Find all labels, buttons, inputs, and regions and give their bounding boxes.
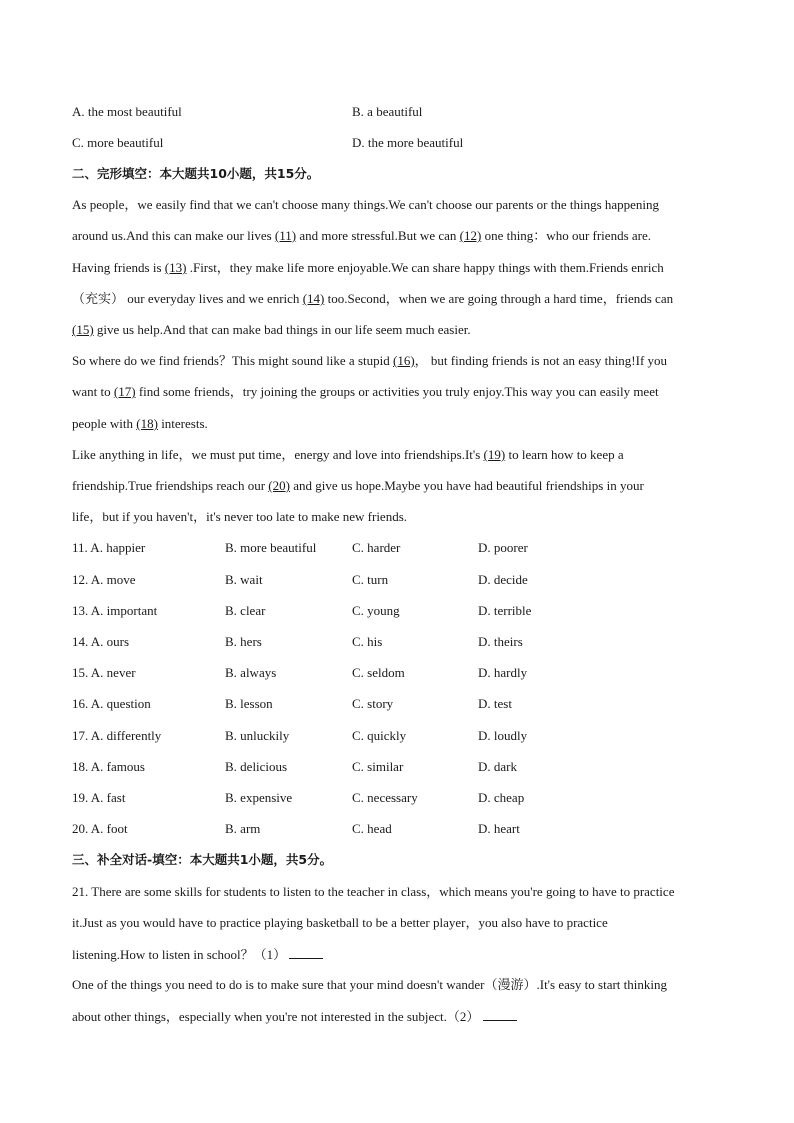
passage-text: friendship.True friendships reach our: [72, 478, 269, 493]
blank-15: (15): [72, 322, 94, 337]
option-a: 14. A. ours: [72, 634, 130, 649]
option-b: B. more beautiful: [225, 540, 317, 555]
passage-line: [72, 946, 323, 963]
option-a: 15. A. never: [72, 665, 136, 680]
blank-14: (14): [302, 291, 325, 306]
option-c: C. story: [352, 696, 394, 711]
prev-option-a: A. the most beautiful: [72, 104, 182, 119]
passage-line: As people，we easily find that we can't choose many things.We can't choose our parents or the things happening: [72, 197, 660, 212]
option-b: B. expensive: [225, 790, 293, 805]
option-d: D. loudly: [478, 728, 528, 743]
answer-blank-1[interactable]: [289, 946, 323, 959]
passage-text: Like anything in life，we must put time，energy and love into friendships.It's: [72, 447, 484, 462]
option-c: C. similar: [352, 759, 404, 774]
passage-text: and give us hope.Maybe you have had beautiful friendships in your: [289, 478, 644, 493]
option-b: B. hers: [225, 634, 262, 649]
passage-text: So where do we find friends？This might sound like a stupid: [72, 353, 393, 368]
passage-text: and more stressful.But we can: [296, 228, 460, 243]
passage-text: Having friends is: [72, 260, 165, 275]
option-b: B. clear: [225, 603, 266, 618]
section-2-title: 二、完形填空：本大题共10小题，共15分。: [72, 166, 320, 181]
option-b: B. always: [225, 665, 277, 680]
passage-line: [72, 228, 651, 244]
passage-line: [72, 478, 644, 494]
blank-12: (12): [459, 228, 482, 243]
passage-text: people with: [72, 416, 137, 431]
option-a: 20. A. foot: [72, 821, 128, 836]
answer-blank-2[interactable]: [483, 1008, 517, 1021]
passage-text: around us.And this can make our lives: [72, 228, 275, 243]
blank-19: (19): [483, 447, 506, 462]
option-a: 19. A. fast: [72, 790, 126, 805]
blank-11: (11): [274, 228, 297, 243]
passage-text: listening.How to listen in school？（1）: [72, 947, 287, 962]
option-d: D. cheap: [478, 790, 525, 805]
passage-line: 21. There are some skills for students to listen to the teacher in class，which means you're going to have to practice: [72, 884, 675, 899]
blank-16: (16): [393, 353, 415, 368]
passage-text: （充实） our everyday lives and we enrich: [72, 291, 303, 306]
passage-text: find some friends，try joining the groups or activities you truly enjoy.This way you can easily meet: [135, 384, 659, 399]
option-c: C. harder: [352, 540, 401, 555]
option-c: C. turn: [352, 572, 389, 587]
option-d: D. heart: [478, 821, 520, 836]
option-c: C. head: [352, 821, 392, 836]
passage-text: .First，they make life more enjoyable.We can share happy things with them.Friends enrich: [186, 260, 664, 275]
option-b: B. lesson: [225, 696, 273, 711]
option-a: 17. A. differently: [72, 728, 162, 743]
passage-line: [72, 353, 667, 369]
option-a: 18. A. famous: [72, 759, 145, 774]
passage-text: want to: [72, 384, 114, 399]
passage-line: [72, 260, 664, 276]
blank-18: (18): [136, 416, 158, 431]
passage-line: [72, 1008, 517, 1025]
option-d: D. decide: [478, 572, 528, 587]
option-a: 11. A. happier: [72, 540, 146, 555]
option-c: C. young: [352, 603, 400, 618]
passage-line: One of the things you need to do is to make sure that your mind doesn't wander（漫游）.It's easy to start thinking: [72, 977, 668, 992]
passage-line: [72, 291, 673, 307]
option-c: C. seldom: [352, 665, 405, 680]
passage-text: one thing：who our friends are.: [481, 228, 651, 243]
option-c: C. quickly: [352, 728, 407, 743]
option-c: C. necessary: [352, 790, 418, 805]
passage-line: life，but if you haven't，it's never too late to make new friends.: [72, 509, 408, 524]
option-d: D. dark: [478, 759, 517, 774]
option-d: D. poorer: [478, 540, 528, 555]
blank-17: (17): [113, 384, 136, 399]
prev-option-c: C. more beautiful: [72, 135, 164, 150]
option-a: 13. A. important: [72, 603, 158, 618]
option-a: 12. A. move: [72, 572, 136, 587]
passage-text: to learn how to keep a: [505, 447, 624, 462]
option-c: C. his: [352, 634, 383, 649]
option-d: D. test: [478, 696, 512, 711]
prev-option-b: B. a beautiful: [352, 104, 423, 119]
passage-line: [72, 447, 624, 463]
passage-line: [72, 322, 471, 338]
passage-line: it.Just as you would have to practice playing basketball to be a better player，you also have to practice: [72, 915, 608, 930]
passage-text: too.Second，when we are going through a hard time，friends can: [324, 291, 674, 306]
passage-line: [72, 384, 659, 400]
option-b: B. unluckily: [225, 728, 290, 743]
section-3-title: 三、补全对话-填空：本大题共1小题，共5分。: [72, 852, 333, 867]
passage-text: interests.: [157, 416, 208, 431]
blank-20: (20): [268, 478, 290, 493]
option-d: D. hardly: [478, 665, 528, 680]
option-b: B. arm: [225, 821, 261, 836]
blank-13: (13): [164, 260, 187, 275]
passage-text: about other things，especially when you're not interested in the subject.（2）: [72, 1009, 480, 1024]
option-b: B. delicious: [225, 759, 288, 774]
option-d: D. theirs: [478, 634, 523, 649]
passage-line: [72, 416, 208, 432]
passage-text: ， but finding friends is not an easy thing!If you: [414, 353, 668, 368]
prev-option-d: D. the more beautiful: [352, 135, 464, 150]
option-b: B. wait: [225, 572, 263, 587]
option-d: D. terrible: [478, 603, 532, 618]
passage-text: give us help.And that can make bad things in our life seem much easier.: [93, 322, 471, 337]
option-a: 16. A. question: [72, 696, 151, 711]
